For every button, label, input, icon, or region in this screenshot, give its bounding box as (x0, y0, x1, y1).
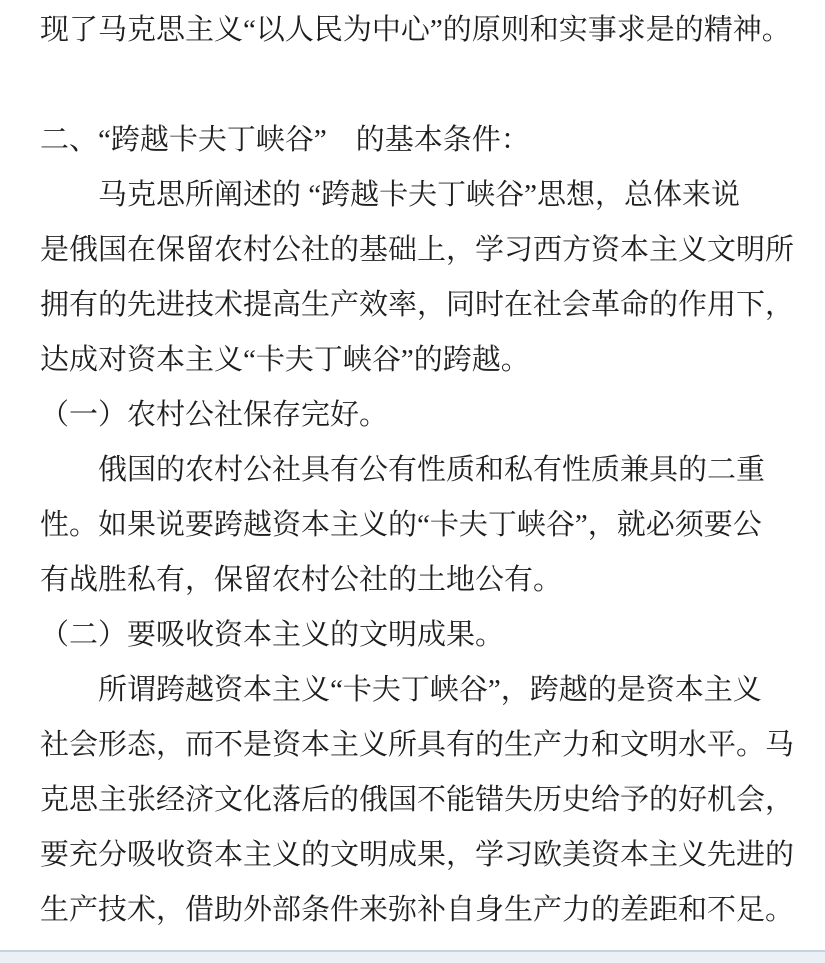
body: 拥有的先进技术提高生产效率，同时在社会革命的作用下， (40, 289, 795, 321)
body: 社会形态，而不是资本主义所具有的生产力和文明水平。马 (40, 729, 795, 761)
body: 生产技术，借助外部条件来弥补自身生产力的差距和不足。 (40, 894, 795, 926)
body: 性。如果说要跨越资本主义的“卡夫丁峡谷”，就必须要公 (40, 509, 762, 541)
body: 克思主张经济文化落后的俄国不能错失历史给予的好机会， (40, 784, 795, 816)
document-body (40, 3, 794, 938)
body: 达成对资本主义“卡夫丁峡谷”的跨越。 (40, 344, 530, 376)
paragraph-start: 所谓跨越资本主义“卡夫丁峡谷”，跨越的是资本主义 (98, 674, 762, 706)
paragraph-start: 马克思所阐述的 “跨越卡夫丁峡谷”思想，总体来说 (98, 179, 740, 211)
subsection-heading: （二）要吸收资本主义的文明成果。 (40, 619, 505, 651)
subsection-heading: （一）农村公社保存完好。 (40, 399, 389, 431)
blank-line (40, 58, 794, 113)
section-heading: 二、“跨越卡夫丁峡谷” 的基本条件： (40, 124, 530, 156)
body: 有战胜私有，保留农村公社的土地公有。 (40, 564, 563, 596)
paragraph-start: 俄国的农村公社具有公有性质和私有性质兼具的二重 (98, 454, 766, 486)
body: 要充分吸收资本主义的文明成果，学习欧美资本主义先进的 (40, 839, 795, 871)
page-bottom-edge (0, 950, 825, 963)
body: 是俄国在保留农村公社的基础上，学习西方资本主义文明所 (40, 234, 795, 266)
body-continuation: 现了马克思主义“以人民为中心”的原则和实事求是的精神。 (40, 14, 791, 46)
